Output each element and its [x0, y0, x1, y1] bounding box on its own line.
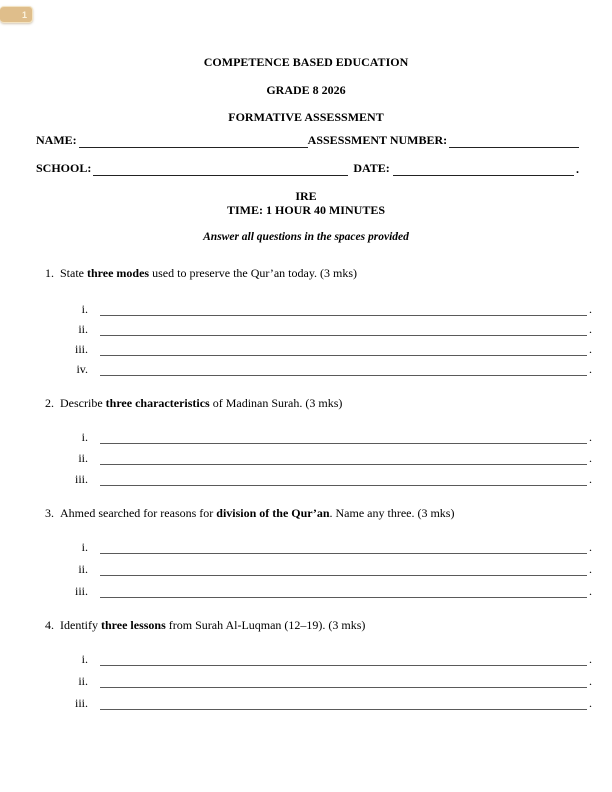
roman-numeral: iv.: [76, 362, 88, 376]
line-terminator: .: [589, 540, 592, 554]
question-4: [45, 618, 592, 632]
answer-line: [60, 423, 592, 444]
roman-numeral: iii.: [74, 696, 88, 710]
roman-numeral: i.: [81, 540, 88, 554]
instructions-line: Answer all questions in the spaces provided: [203, 231, 409, 243]
question-1-number: 1.: [45, 266, 54, 280]
answer-blank-line: [100, 665, 587, 666]
question-3-number: 3.: [45, 506, 54, 520]
answer-blank-line: [100, 335, 587, 336]
line-terminator: .: [589, 472, 592, 486]
annotation-badge: [0, 6, 33, 23]
answer-blank-line: [100, 355, 587, 356]
answer-blank-line: [100, 315, 587, 316]
assessment-number-blank-line: [449, 133, 579, 148]
line-terminator: .: [589, 302, 592, 316]
answer-blank-line: [100, 464, 587, 465]
school-blank-line: [93, 161, 348, 176]
answer-line: [60, 296, 592, 316]
roman-numeral: iii.: [74, 584, 88, 598]
answer-blank-line: [100, 485, 587, 486]
date-blank-line: [393, 161, 574, 176]
question-3: [45, 506, 592, 520]
line-terminator: .: [589, 342, 592, 356]
roman-numeral: i.: [81, 652, 88, 666]
annotation-badge-number: 1: [21, 9, 27, 20]
roman-numeral: ii.: [78, 451, 88, 465]
roman-numeral: i.: [81, 302, 88, 316]
roman-numeral: ii.: [78, 322, 88, 336]
line-terminator: .: [589, 322, 592, 336]
answer-blank-line: [100, 553, 587, 554]
school-row: [36, 161, 579, 176]
line-terminator: .: [589, 451, 592, 465]
answer-blank-line: [100, 597, 587, 598]
roman-numeral: ii.: [78, 562, 88, 576]
document-title: COMPETENCE BASED EDUCATION: [203, 55, 409, 69]
line-terminator: .: [589, 696, 592, 710]
name-blank-line: [79, 133, 308, 148]
line-terminator: .: [589, 674, 592, 688]
answer-line: [60, 576, 592, 598]
answer-line: [60, 666, 592, 688]
answer-line: [60, 444, 592, 465]
question-1-answer-lines: [60, 296, 592, 376]
question-3-text: Ahmed searched for reasons for division of the Qur’an. Name any three. (3 mks): [60, 506, 455, 520]
answer-line: [60, 688, 592, 710]
answer-blank-line: [100, 375, 587, 376]
question-4-text: Identify three lessons from Surah Al-Luqman (12–19). (3 mks): [60, 618, 366, 632]
question-2: [45, 396, 592, 410]
line-terminator: .: [589, 430, 592, 444]
answer-blank-line: [100, 687, 587, 688]
line-terminator: .: [589, 362, 592, 376]
line-terminator: .: [589, 652, 592, 666]
answer-line: [60, 554, 592, 576]
name-row: [36, 133, 579, 148]
question-2-text: Describe three characteristics of Madinan Surah. (3 mks): [60, 396, 343, 410]
answer-blank-line: [100, 443, 587, 444]
answer-line: [60, 316, 592, 336]
question-2-number: 2.: [45, 396, 54, 410]
question-1: [45, 266, 592, 280]
question-2-answer-lines: [60, 423, 592, 486]
school-label: SCHOOL:: [36, 161, 92, 175]
question-4-number: 4.: [45, 618, 54, 632]
question-1-text: State three modes used to preserve the Qur’an today. (3 mks): [60, 266, 358, 280]
line-terminator: .: [576, 162, 579, 176]
roman-numeral: iii.: [74, 472, 88, 486]
answer-line: [60, 356, 592, 376]
answer-line: [60, 644, 592, 666]
roman-numeral: iii.: [74, 342, 88, 356]
question-3-answer-lines: [60, 532, 592, 598]
line-terminator: .: [589, 584, 592, 598]
question-4-answer-lines: [60, 644, 592, 710]
assessment-number-label: ASSESSMENT NUMBER:: [307, 133, 448, 147]
roman-numeral: i.: [81, 430, 88, 444]
line-terminator: .: [589, 562, 592, 576]
assessment-type-line: FORMATIVE ASSESSMENT: [228, 110, 384, 124]
answer-line: [60, 336, 592, 356]
answer-blank-line: [100, 709, 587, 710]
answer-line: [60, 465, 592, 486]
answer-blank-line: [100, 575, 587, 576]
time-allowed: TIME: 1 HOUR 40 MINUTES: [226, 203, 385, 217]
roman-numeral: ii.: [78, 674, 88, 688]
grade-line: GRADE 8 2026: [266, 83, 346, 97]
date-label: DATE:: [353, 161, 390, 175]
subject-title: IRE: [295, 189, 317, 203]
name-label: NAME:: [36, 133, 77, 147]
answer-line: [60, 532, 592, 554]
